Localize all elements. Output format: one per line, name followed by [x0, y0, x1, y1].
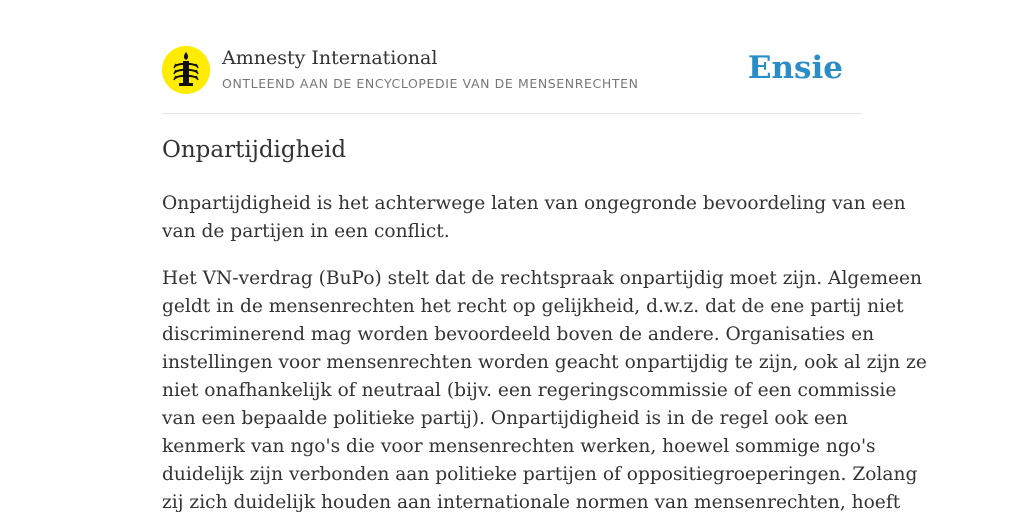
article-page [162, 0, 927, 512]
paragraph-line: duidelijk zijn verbonden aan politieke partijen of oppositiegroeperingen. Zolang [162, 464, 918, 485]
article-title: Onpartijdigheid [162, 137, 347, 163]
paragraph-line: van de partijen in een conflict. [162, 221, 450, 242]
paragraph-line: kenmerk van ngo's die voor mensenrechten werken, hoewel sommige ngo's [162, 436, 876, 457]
paragraph-line: niet onafhankelijk of neutraal (bijv. een regeringscommissie of een commissie [162, 380, 897, 401]
article-body [162, 190, 927, 512]
amnesty-candle-icon[interactable] [162, 46, 210, 94]
source-subtitle: ONTLEEND AAN DE ENCYCLOPEDIE VAN DE MENSENRECHTEN [222, 76, 639, 91]
ensie-logo-link[interactable]: Ensie [747, 50, 843, 86]
article-paragraph [162, 190, 906, 246]
paragraph-line: geldt in de mensenrechten het recht op gelijkheid, d.w.z. dat de ene partij niet [162, 296, 904, 317]
paragraph-line: zij zich duidelijk houden aan internationale normen van mensenrechten, hoeft [162, 492, 901, 512]
paragraph-line: Het VN-verdrag (BuPo) stelt dat de rechtspraak onpartijdig moet zijn. Algemeen [162, 268, 922, 289]
header-divider [162, 113, 862, 114]
paragraph-line: instellingen voor mensenrechten worden geacht onpartijdig te zijn, ook al zijn ze [162, 352, 927, 373]
paragraph-line: discriminerend mag worden bevoordeeld boven de andere. Organisaties en [162, 324, 875, 345]
site-header [162, 46, 862, 96]
organization-name: Amnesty International [222, 47, 438, 69]
paragraph-line: van een bepaalde politieke partij). Onpartijdigheid is in de regel ook een [162, 408, 848, 429]
paragraph-line: Onpartijdigheid is het achterwege laten van ongegronde bevoordeling van een [162, 193, 906, 214]
article-paragraph [162, 265, 927, 512]
